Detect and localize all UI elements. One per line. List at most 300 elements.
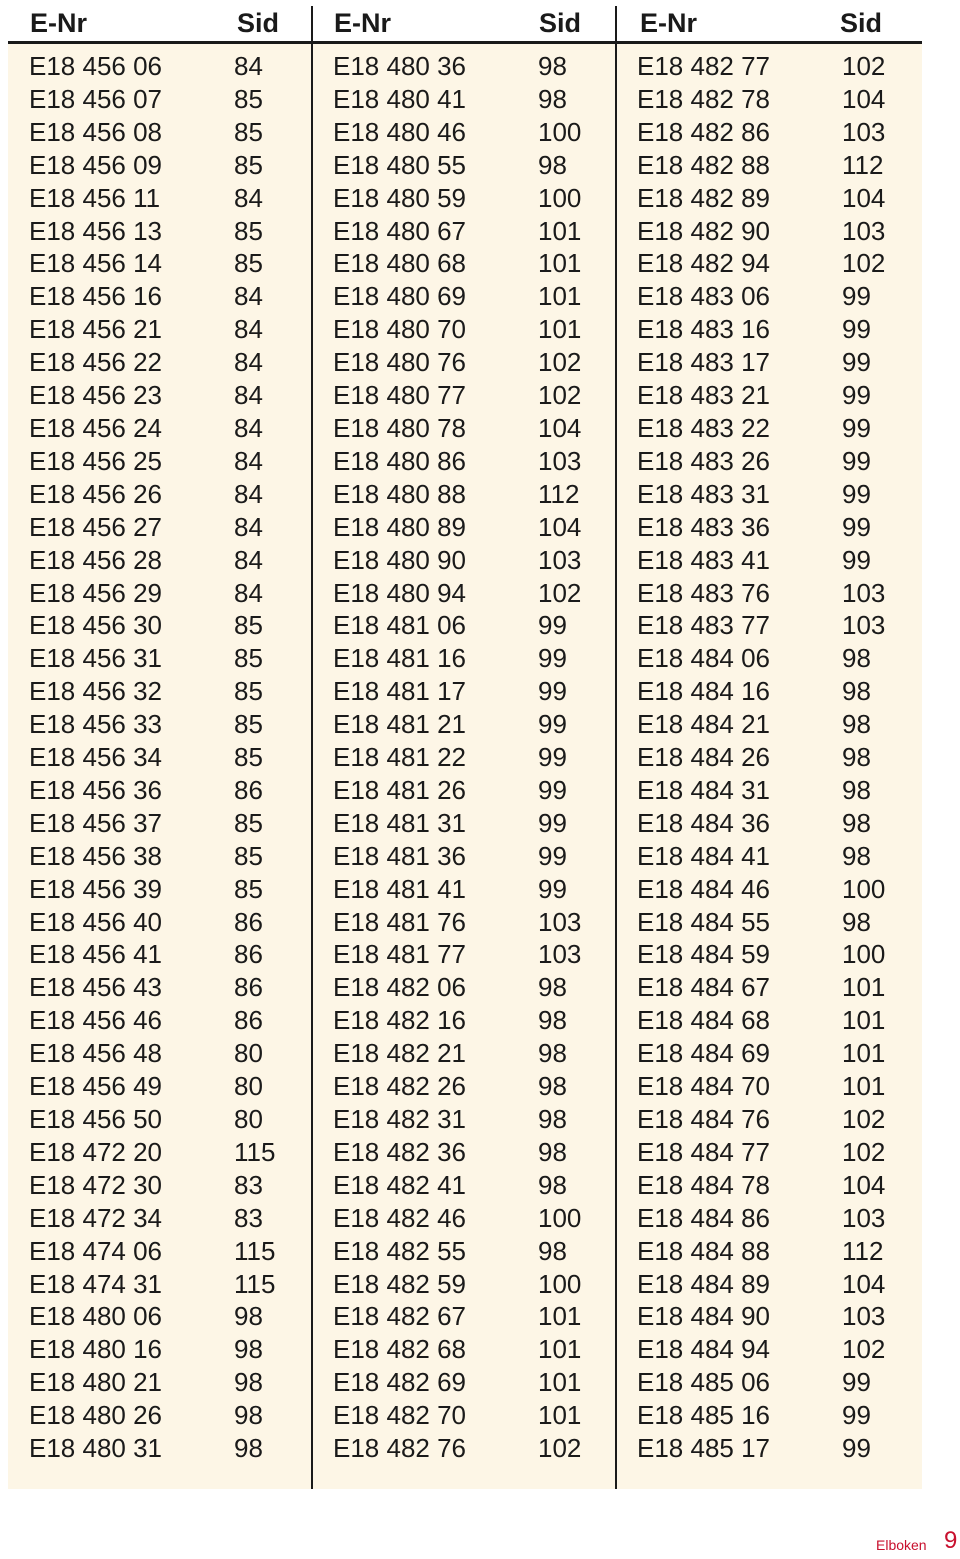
page-ref-value: 86: [234, 906, 263, 937]
page-ref-value: 104: [538, 511, 582, 542]
table-row: [637, 1366, 907, 1399]
e-nr-value: E18 484 26: [637, 742, 771, 773]
e-nr-value: E18 474 06: [29, 1235, 163, 1266]
page-ref-value: 84: [234, 380, 263, 411]
e-nr-value: E18 481 76: [333, 906, 467, 937]
e-nr-value: E18 481 36: [333, 840, 467, 871]
page-ref-value: 101: [842, 1071, 886, 1102]
e-nr-value: E18 482 26: [333, 1071, 467, 1102]
e-nr-value: E18 482 59: [333, 1268, 467, 1299]
page-ref-value: 99: [842, 511, 871, 542]
e-nr-value: E18 485 06: [637, 1367, 771, 1398]
header-sid-col3: Sid: [840, 8, 883, 38]
e-nr-value: E18 456 50: [29, 1104, 163, 1134]
e-nr-value: E18 484 06: [637, 643, 771, 674]
page-ref-value: 104: [842, 1169, 886, 1200]
e-nr-value: E18 456 08: [29, 116, 163, 147]
e-nr-value: E18 482 67: [333, 1301, 467, 1332]
page-ref-value: 112: [842, 1235, 884, 1266]
page-ref-value: 99: [842, 1367, 871, 1398]
e-nr-value: E18 456 30: [29, 610, 163, 641]
table-row: [29, 906, 299, 939]
e-nr-value: E18 481 16: [333, 643, 467, 674]
page-ref-value: 101: [538, 248, 582, 279]
e-nr-value: E18 484 46: [637, 873, 771, 904]
e-nr-value: E18 483 16: [637, 314, 771, 345]
table-row: [333, 247, 603, 280]
table-row: [637, 1399, 907, 1432]
page-ref-value: 103: [538, 939, 582, 970]
table-row: [637, 116, 907, 149]
e-nr-value: E18 480 06: [29, 1301, 163, 1332]
table-row: [333, 1333, 603, 1366]
table-row: [333, 1004, 603, 1037]
e-nr-value: E18 456 26: [29, 478, 163, 509]
e-nr-value: E18 483 76: [637, 577, 771, 608]
e-nr-value: E18 456 49: [29, 1071, 163, 1102]
page-ref-value: 99: [538, 742, 567, 773]
table-row: [637, 50, 907, 83]
table-row: [29, 445, 299, 478]
e-nr-value: E18 484 77: [637, 1136, 771, 1167]
page-ref-value: 85: [234, 742, 263, 773]
e-nr-value: E18 480 26: [29, 1400, 163, 1431]
table-row: [29, 1169, 299, 1202]
e-nr-value: E18 480 89: [333, 511, 467, 542]
page-ref-value: 99: [538, 610, 567, 641]
e-nr-value: E18 456 34: [29, 742, 163, 773]
e-nr-value: E18 480 68: [333, 248, 467, 279]
page-ref-value: 101: [538, 1367, 582, 1398]
e-nr-value: E18 456 28: [29, 544, 163, 575]
e-nr-value: E18 482 70: [333, 1400, 467, 1431]
table-row: [637, 412, 907, 445]
e-nr-value: E18 456 43: [29, 972, 163, 1003]
page-ref-value: 100: [842, 939, 886, 970]
page-ref-value: 98: [234, 1433, 263, 1464]
e-nr-value: E18 484 90: [637, 1301, 771, 1332]
page-ref-value: 101: [538, 1400, 582, 1431]
page-ref-value: 99: [842, 281, 871, 312]
e-nr-value: E18 480 76: [333, 347, 467, 378]
table-row: [637, 247, 907, 280]
page-ref-value: 84: [234, 577, 263, 608]
page-ref-value: 101: [538, 281, 582, 312]
page-ref-value: 83: [234, 1202, 263, 1233]
table-row: [333, 478, 603, 511]
header-sid-col2: Sid: [539, 8, 582, 38]
page-ref-value: 102: [842, 51, 886, 81]
e-nr-value: E18 456 22: [29, 347, 163, 378]
table-row: [333, 741, 603, 774]
page-ref-value: 84: [234, 314, 263, 345]
table-row: [637, 1235, 907, 1268]
table-row: [637, 873, 907, 906]
table-row: [29, 50, 299, 83]
e-nr-value: E18 456 06: [29, 51, 163, 81]
table-row: [29, 1070, 299, 1103]
table-row: [637, 1268, 907, 1301]
e-nr-value: E18 456 33: [29, 709, 163, 740]
table-row: [29, 938, 299, 971]
page-ref-value: 101: [538, 314, 582, 345]
table-row: [333, 1169, 603, 1202]
table-row: [333, 1399, 603, 1432]
table-row: [333, 577, 603, 610]
page-ref-value: 99: [842, 478, 871, 509]
page-ref-value: 99: [538, 807, 567, 838]
e-nr-value: E18 484 69: [637, 1038, 771, 1069]
e-nr-value: E18 485 16: [637, 1400, 771, 1431]
table-row: [29, 873, 299, 906]
page-ref-value: 98: [842, 807, 871, 838]
e-nr-value: E18 480 21: [29, 1367, 163, 1398]
table-header-row: [8, 0, 922, 44]
page-ref-value: 99: [842, 380, 871, 411]
e-nr-value: E18 484 78: [637, 1169, 771, 1200]
page-ref-value: 98: [538, 1235, 567, 1266]
page-ref-value: 85: [234, 610, 263, 641]
page-ref-value: 85: [234, 807, 263, 838]
e-nr-value: E18 482 31: [333, 1104, 467, 1134]
table-row: [29, 149, 299, 182]
e-nr-value: E18 482 89: [637, 182, 771, 213]
page-ref-value: 99: [538, 873, 567, 904]
page-ref-value: 103: [842, 215, 886, 246]
page-ref-value: 98: [538, 972, 567, 1003]
page-ref-value: 86: [234, 939, 263, 970]
page-ref-value: 100: [538, 1268, 582, 1299]
table-row: [29, 346, 299, 379]
page-ref-value: 98: [538, 51, 567, 81]
e-nr-value: E18 483 17: [637, 347, 771, 378]
table-row: [29, 1399, 299, 1432]
page-ref-value: 101: [842, 972, 886, 1003]
e-nr-value: E18 456 36: [29, 774, 163, 805]
table-row: [333, 840, 603, 873]
e-nr-value: E18 456 48: [29, 1038, 163, 1069]
table-row: [29, 182, 299, 215]
page-ref-value: 102: [538, 380, 582, 411]
e-nr-value: E18 456 14: [29, 248, 163, 279]
table-row: [29, 379, 299, 412]
e-nr-value: E18 456 23: [29, 380, 163, 411]
page-ref-value: 99: [538, 709, 567, 740]
page-ref-value: 98: [234, 1334, 263, 1365]
page-ref-value: 98: [538, 1038, 567, 1069]
page-ref-value: 80: [234, 1071, 263, 1102]
table-row: [29, 1103, 299, 1136]
table-row: [333, 1070, 603, 1103]
page-ref-value: 112: [842, 149, 884, 180]
page-ref-value: 98: [538, 1071, 567, 1102]
e-nr-value: E18 480 86: [333, 445, 467, 476]
table-row: [637, 346, 907, 379]
e-nr-value: E18 481 31: [333, 807, 467, 838]
table-row: [637, 544, 907, 577]
table-row: [333, 1432, 603, 1465]
page-ref-value: 84: [234, 347, 263, 378]
page-ref-value: 99: [842, 412, 871, 443]
page-ref-value: 98: [538, 1169, 567, 1200]
e-nr-value: E18 484 76: [637, 1104, 771, 1134]
e-nr-value: E18 481 06: [333, 610, 467, 641]
e-nr-value: E18 484 55: [637, 906, 771, 937]
page-ref-value: 104: [842, 182, 886, 213]
e-nr-value: E18 482 68: [333, 1334, 467, 1365]
page-ref-value: 104: [842, 1268, 886, 1299]
table-row: [637, 215, 907, 248]
header-enr-col3: E-Nr: [640, 8, 698, 38]
table-row: [333, 412, 603, 445]
e-nr-value: E18 480 36: [333, 51, 467, 81]
header-sid-col1: Sid: [237, 8, 280, 38]
table-row: [637, 313, 907, 346]
table-row: [29, 708, 299, 741]
table-row: [333, 938, 603, 971]
e-nr-value: E18 480 41: [333, 83, 467, 114]
table-row: [637, 1136, 907, 1169]
e-nr-value: E18 456 29: [29, 577, 163, 608]
e-nr-value: E18 482 41: [333, 1169, 467, 1200]
page-ref-value: 98: [538, 149, 567, 180]
column-divider-2: [615, 6, 617, 1489]
e-nr-value: E18 484 86: [637, 1202, 771, 1233]
table-row: [29, 412, 299, 445]
page-ref-value: 84: [234, 511, 263, 542]
page-ref-value: 86: [234, 972, 263, 1003]
table-row: [333, 1037, 603, 1070]
page-ref-value: 101: [538, 1334, 582, 1365]
page-ref-value: 98: [842, 840, 871, 871]
table-row: [333, 1136, 603, 1169]
table-row: [29, 313, 299, 346]
e-nr-value: E18 483 21: [637, 380, 771, 411]
table-row: [637, 971, 907, 1004]
page-ref-value: 85: [234, 840, 263, 871]
page-ref-value: 99: [842, 445, 871, 476]
e-nr-value: E18 484 67: [637, 972, 771, 1003]
page-ref-value: 103: [538, 906, 582, 937]
e-nr-value: E18 456 46: [29, 1005, 163, 1036]
e-nr-value: E18 484 68: [637, 1005, 771, 1036]
table-row: [637, 1004, 907, 1037]
page-ref-value: 103: [842, 1202, 886, 1233]
e-nr-value: E18 480 46: [333, 116, 467, 147]
table-row: [333, 675, 603, 708]
page-ref-value: 102: [538, 577, 582, 608]
table-row: [333, 379, 603, 412]
page-ref-value: 115: [234, 1136, 276, 1167]
page-ref-value: 101: [842, 1005, 886, 1036]
e-nr-value: E18 456 41: [29, 939, 163, 970]
e-nr-value: E18 484 16: [637, 676, 771, 707]
page-ref-value: 99: [842, 347, 871, 378]
e-nr-value: E18 480 70: [333, 314, 467, 345]
column-divider-1: [311, 6, 313, 1489]
page-ref-value: 100: [538, 182, 582, 213]
e-nr-value: E18 482 21: [333, 1038, 467, 1069]
page-ref-value: 84: [234, 281, 263, 312]
page-ref-value: 112: [538, 478, 580, 509]
table-row: [29, 840, 299, 873]
e-nr-value: E18 484 36: [637, 807, 771, 838]
table-row: [637, 445, 907, 478]
table-row: [29, 1004, 299, 1037]
page-ref-value: 101: [538, 1301, 582, 1332]
e-nr-value: E18 484 70: [637, 1071, 771, 1102]
e-nr-value: E18 484 41: [637, 840, 771, 871]
table-row: [29, 116, 299, 149]
e-nr-value: E18 483 31: [637, 478, 771, 509]
table-row: [333, 774, 603, 807]
page-ref-value: 100: [842, 873, 886, 904]
table-row: [29, 971, 299, 1004]
page-ref-value: 103: [842, 116, 886, 147]
e-nr-value: E18 456 31: [29, 643, 163, 674]
page-ref-value: 83: [234, 1169, 263, 1200]
e-nr-value: E18 456 38: [29, 840, 163, 871]
table-row: [637, 149, 907, 182]
page-ref-value: 84: [234, 412, 263, 443]
page-ref-value: 84: [234, 478, 263, 509]
page-ref-value: 85: [234, 215, 263, 246]
e-nr-value: E18 480 55: [333, 149, 467, 180]
e-nr-value: E18 481 77: [333, 939, 467, 970]
table-row: [333, 544, 603, 577]
page-ref-value: 98: [842, 643, 871, 674]
page-ref-value: 103: [842, 610, 886, 641]
e-nr-value: E18 482 69: [333, 1367, 467, 1398]
e-nr-value: E18 456 39: [29, 873, 163, 904]
page-ref-value: 103: [842, 1301, 886, 1332]
table-row: [333, 873, 603, 906]
page-ref-value: 102: [842, 1136, 886, 1167]
page-ref-value: 80: [234, 1104, 263, 1134]
table-row: [29, 280, 299, 313]
table-row: [637, 708, 907, 741]
table-row: [333, 50, 603, 83]
e-nr-value: E18 484 59: [637, 939, 771, 970]
e-nr-value: E18 472 20: [29, 1136, 163, 1167]
table-row: [333, 1366, 603, 1399]
table-row: [29, 83, 299, 116]
table-row: [29, 1366, 299, 1399]
e-nr-value: E18 456 11: [29, 182, 161, 213]
page-ref-value: 101: [538, 215, 582, 246]
e-nr-value: E18 480 16: [29, 1334, 163, 1365]
page-ref-value: 98: [234, 1367, 263, 1398]
table-row: [333, 280, 603, 313]
page-ref-value: 99: [538, 840, 567, 871]
table-row: [29, 1136, 299, 1169]
page-ref-value: 102: [538, 347, 582, 378]
table-row: [29, 741, 299, 774]
e-nr-value: E18 482 88: [637, 149, 771, 180]
e-nr-value: E18 481 17: [333, 676, 467, 707]
table-row: [29, 609, 299, 642]
e-nr-value: E18 483 36: [637, 511, 771, 542]
page-ref-value: 99: [538, 774, 567, 805]
table-row: [637, 675, 907, 708]
e-nr-value: E18 456 16: [29, 281, 163, 312]
e-nr-value: E18 482 16: [333, 1005, 467, 1036]
page-ref-value: 102: [842, 1334, 886, 1365]
page-ref-value: 99: [842, 1433, 871, 1464]
e-nr-value: E18 483 41: [637, 544, 771, 575]
page-ref-value: 85: [234, 676, 263, 707]
e-nr-value: E18 480 90: [333, 544, 467, 575]
table-row: [333, 346, 603, 379]
e-nr-value: E18 482 78: [637, 83, 771, 114]
e-nr-value: E18 480 77: [333, 380, 467, 411]
table-row: [637, 774, 907, 807]
e-nr-value: E18 484 31: [637, 774, 771, 805]
e-nr-value: E18 480 67: [333, 215, 467, 246]
page-ref-value: 85: [234, 83, 263, 114]
page-ref-value: 100: [538, 116, 582, 147]
page-ref-value: 115: [234, 1235, 276, 1266]
e-nr-value: E18 482 77: [637, 51, 771, 81]
table-row: [29, 1333, 299, 1366]
page-ref-value: 84: [234, 51, 263, 81]
page-ref-value: 98: [842, 709, 871, 740]
table-row: [637, 1070, 907, 1103]
e-nr-value: E18 481 21: [333, 709, 467, 740]
header-enr-col1: E-Nr: [30, 8, 88, 38]
e-nr-value: E18 456 21: [29, 314, 163, 345]
e-nr-value: E18 456 40: [29, 906, 163, 937]
table-row: [333, 971, 603, 1004]
e-nr-value: E18 481 22: [333, 742, 467, 773]
page-ref-value: 98: [538, 1104, 567, 1134]
e-nr-value: E18 480 78: [333, 412, 467, 443]
e-nr-value: E18 472 30: [29, 1169, 163, 1200]
e-nr-value: E18 481 26: [333, 774, 467, 805]
book-title: Elboken: [876, 1537, 927, 1553]
e-nr-value: E18 483 77: [637, 610, 771, 641]
table-row: [637, 577, 907, 610]
page-ref-value: 84: [234, 445, 263, 476]
table-row: [333, 609, 603, 642]
table-row: [333, 215, 603, 248]
page-ref-value: 80: [234, 1038, 263, 1069]
page-ref-value: 99: [538, 676, 567, 707]
page-ref-value: 86: [234, 1005, 263, 1036]
header-enr-col2: E-Nr: [334, 8, 392, 38]
table-row: [637, 379, 907, 412]
table-row: [333, 313, 603, 346]
page-ref-value: 99: [842, 314, 871, 345]
e-nr-value: E18 456 25: [29, 445, 163, 476]
table-row: [637, 280, 907, 313]
table-row: [333, 445, 603, 478]
page-ref-value: 85: [234, 149, 263, 180]
page-ref-value: 103: [842, 577, 886, 608]
page-ref-value: 98: [234, 1301, 263, 1332]
table-row: [29, 478, 299, 511]
page-ref-value: 101: [842, 1038, 886, 1069]
table-row: [29, 1432, 299, 1465]
page-ref-value: 102: [538, 1433, 582, 1464]
index-column-1: [29, 50, 299, 1465]
e-nr-value: E18 480 69: [333, 281, 467, 312]
e-nr-value: E18 482 94: [637, 248, 771, 279]
page-ref-value: 98: [234, 1400, 263, 1431]
page-ref-value: 100: [538, 1202, 582, 1233]
page-ref-value: 98: [538, 1136, 567, 1167]
page-ref-value: 99: [538, 643, 567, 674]
